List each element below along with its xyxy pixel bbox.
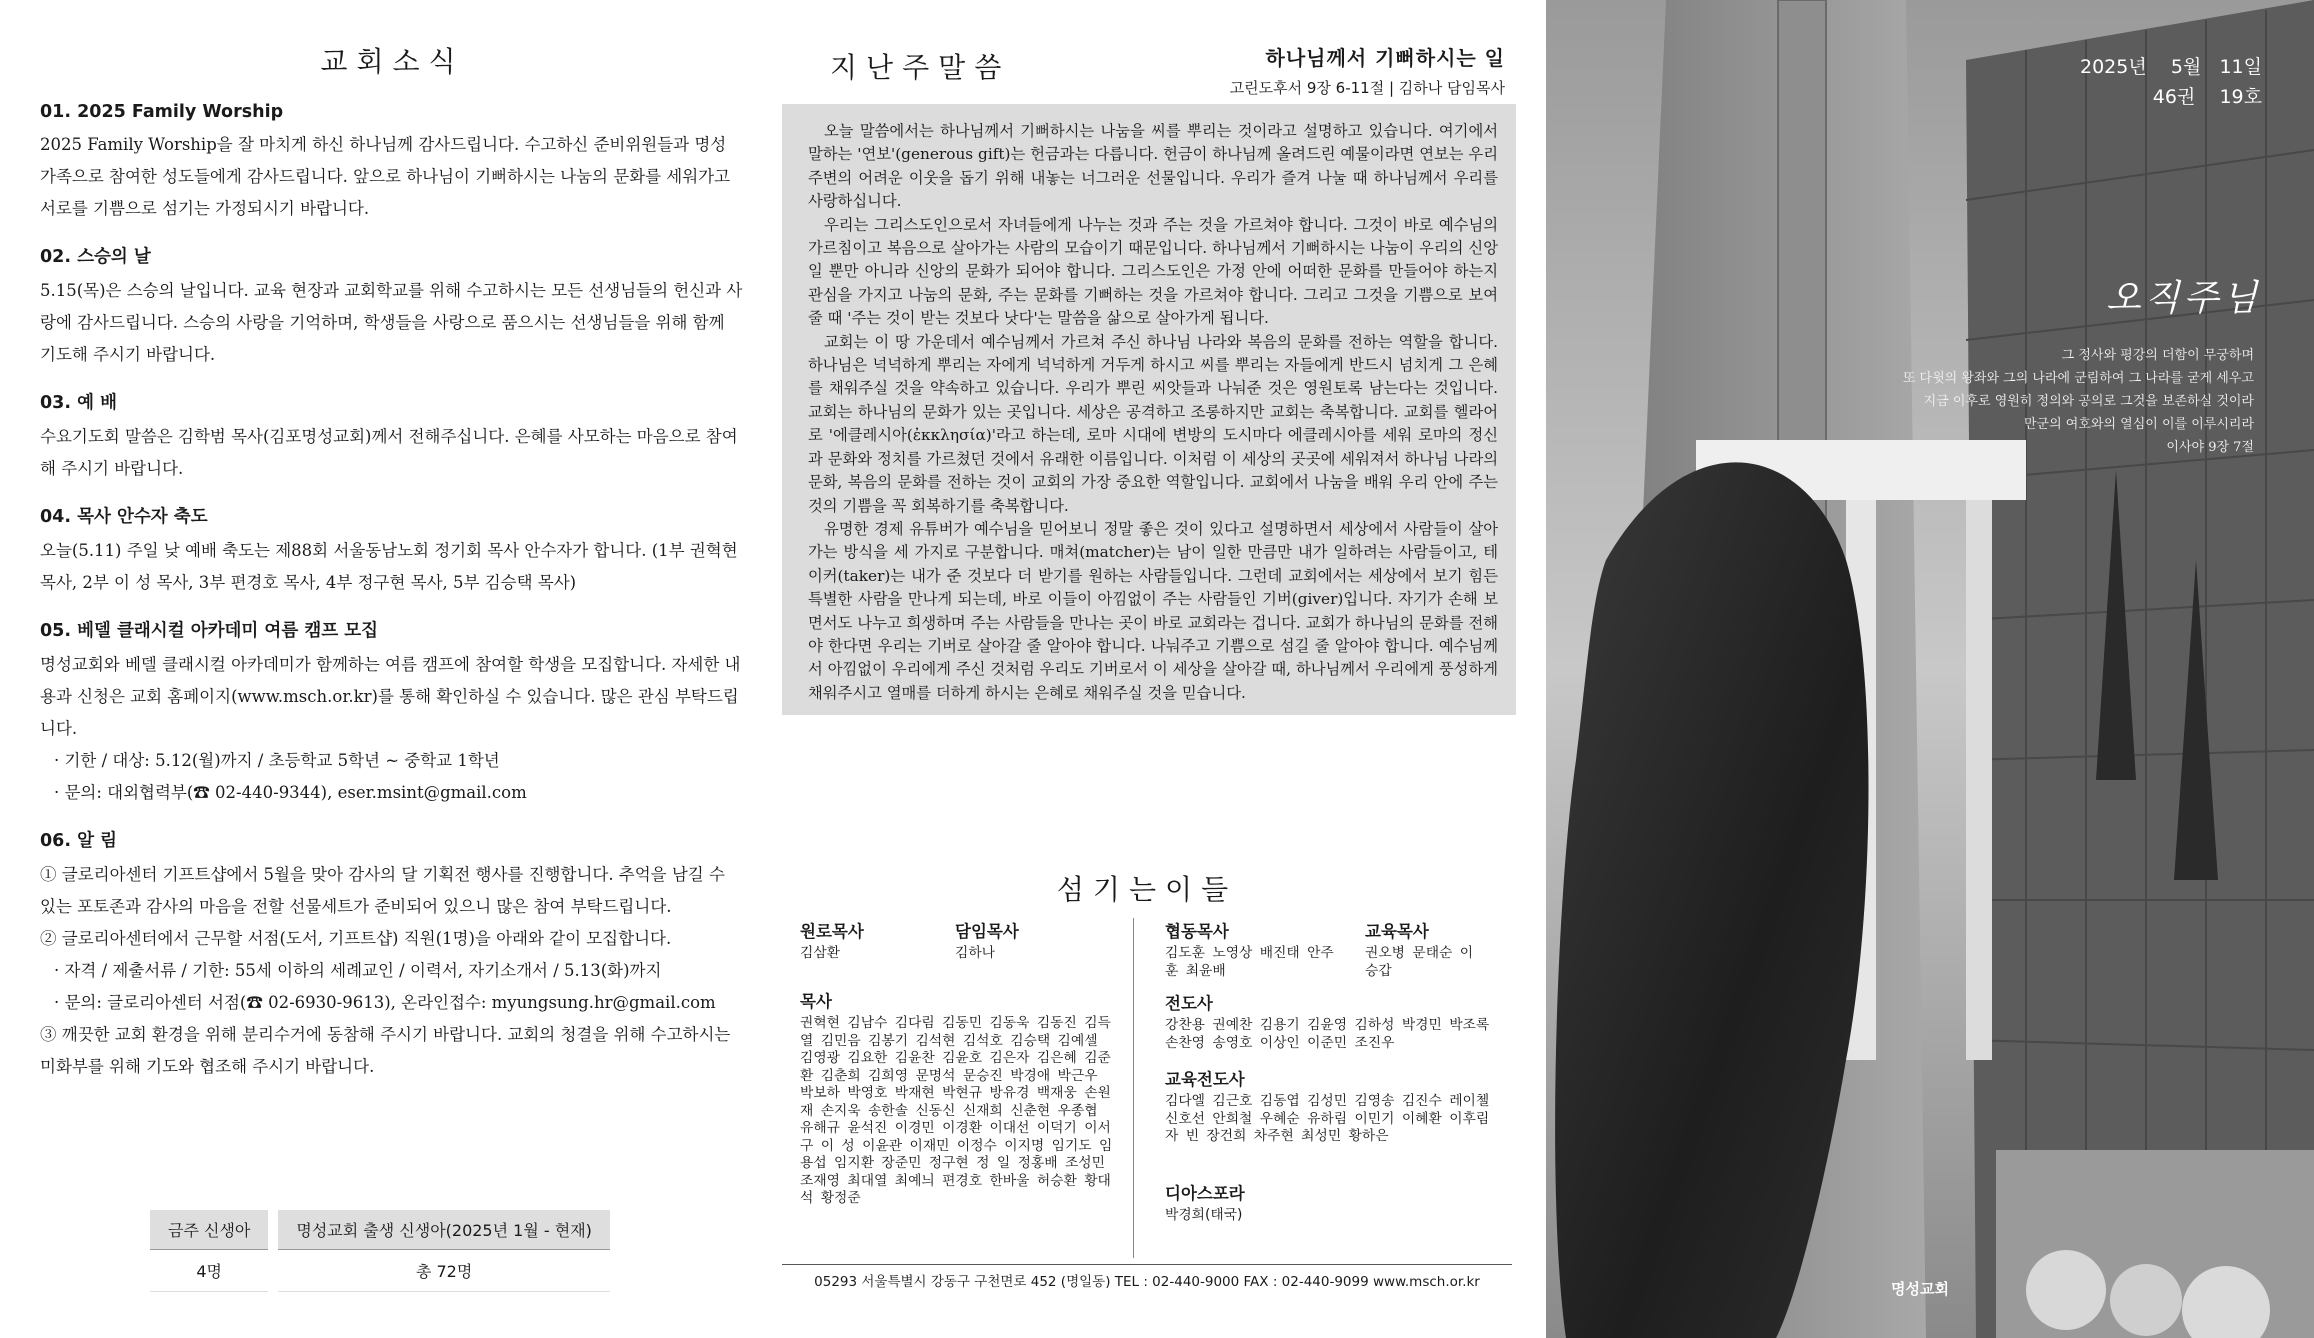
column-divider bbox=[1133, 918, 1134, 1258]
notice-item bbox=[40, 859, 745, 923]
issue-number: 19호 bbox=[2219, 86, 2262, 108]
sermon-paragraph: 교회는 이 땅 가운데서 예수님께서 가르쳐 주신 하나님 나라와 복음의 문화를 전하는 역할을 합니다. 하나님은 넉넉하게 뿌리는 자에게 넉넉하게 거두게 하시고 씨를 뿌리는 자들에게 반드시 넘치게 그 은혜를 채워주실 것을 약속하고 있습니다. 우리가 뿌린 씨앗들과 나눠준 것은 영원토록 남는다는 것입니다. 교회는 하나님의 문화가 있는 곳입니다. 세상은 공격하고 조롱하지만 교회는 축복합니다. 교회를 헬라어로 '에클레시아(ἐκκλησία)'라고 하는데, 로마 시대에 변방의 도시마다 에클레시아를 세워 로마의 정신과 문화와 정치를 가르쳤던 것에서 유래한 이름입니다. 이처럼 이 세상의 곳곳에 세워져서 하나님 나라의 문화, 복음의 문화를 전하는 것이 교회의 가장 중요한 역할입니다. 교회에서 나눔을 배워 우리 안에 주는 것의 기쁨을 꼭 회복하기를 축복합니다. bbox=[808, 332, 1498, 515]
sermon-paragraph: 유명한 경제 유튜버가 예수님을 믿어보니 정말 좋은 것이 있다고 설명하면서 세상에서 사람들이 살아가는 방식을 세 가지로 구분합니다. 매쳐(matcher)는 남이 일한 만큼만 내가 일하려는 사람들이고, 테이커(taker)는 내가 준 것보다 더 받기를 원하는 사람들입니다. 그런데 교회에서는 세상에서 보기 힘든 특별한 사람을 만나게 되는데, 바로 이들이 아낌없이 주는 사람들인 기버(giver)입니다. 자기가 손해 보면서도 나누고 희생하며 주는 사람들을 만나는 곳이 바로 교회라는 겁니다. 교회가 하나님의 문화를 전해야 한다면 우리는 기버로 살아갈 줄 알아야 합니다. 나눠주고 기쁨으로 섬길 줄 알아야 합니다. 예수님께서 아낌없이 우리에게 주신 것처럼 우리도 기버로서 이 세상을 살아갈 때, 하나님께서 우리에게 풍성하게 채워주시고 열매를 더하게 하시는 은혜로 채워주실 것을 믿습니다. bbox=[808, 519, 1498, 702]
stats-header-this-week: 금주 신생아 bbox=[150, 1210, 268, 1250]
group-evangelists bbox=[1165, 990, 1490, 1052]
sermon-section-title: 지난주말씀 bbox=[830, 51, 1011, 84]
group-education-pastors bbox=[1365, 918, 1485, 980]
news-item-notices bbox=[40, 827, 745, 1083]
news-item-family-worship bbox=[40, 102, 745, 225]
group-diaspora bbox=[1165, 1180, 1490, 1225]
notice-bullet: · 문의: 글로리아센터 서점(☎ 02-6930-9613), 온라인접수: myungsung.hr@gmail.com bbox=[54, 993, 716, 1012]
news-item-summer-camp bbox=[40, 617, 745, 809]
group-names: 권오병 문태순 이승갑 bbox=[1365, 945, 1474, 979]
news-section-title: 교회소식 bbox=[320, 45, 465, 78]
group-heading: 디아스포라 bbox=[1165, 1184, 1245, 1203]
cover-photo bbox=[1546, 0, 2314, 1338]
issue-year: 2025년 bbox=[2080, 56, 2147, 78]
news-heading: 02. 스승의 날 bbox=[40, 247, 151, 267]
news-heading: 03. 예 배 bbox=[40, 393, 117, 413]
verse-line: 지금 이후로 영원히 정의와 공의로 그것을 보존하실 것이라 bbox=[1923, 394, 2254, 409]
news-heading: 06. 알 림 bbox=[40, 831, 117, 851]
church-logo: 명성교회 bbox=[1891, 1280, 1949, 1298]
verse-line: 그 정사와 평강의 더함이 무궁하며 bbox=[2061, 348, 2254, 363]
notice-text: 깨끗한 교회 환경을 위해 분리수거에 동참해 주시기 바랍니다. 교회의 청결을 위해 수고하시는 미화부를 위해 기도와 협조해 주시기 바랍니다. bbox=[40, 1025, 731, 1076]
group-senior-pastor bbox=[955, 918, 1019, 963]
news-text: 5.15(목)은 스승의 날입니다. 교육 현장과 교회학교를 위해 수고하시는 모든 선생님들의 헌신과 사랑에 감사드립니다. 스승의 사랑을 기억하며, 학생들을 사랑으로 품으시는 선생님들을 위해 함께 기도해 주시기 바랍니다. bbox=[40, 281, 743, 364]
group-education-evangelists bbox=[1165, 1066, 1490, 1146]
sermon-paragraph: 우리는 그리스도인으로서 자녀들에게 나누는 것과 주는 것을 가르쳐야 합니다. 그것이 바로 예수님의 가르침이고 복음으로 살아가는 사람의 모습이기 때문입니다. 하나님께서 기뻐하시는 나눔이 우리의 신앙일 뿐만 아니라 신앙의 문화가 되어야 합니다. 그리스도인은 가정 안에 어떠한 문화를 만들어야 하는지 관심을 가지고 나눔의 문화, 주는 문화를 기뻐하는 것을 가르쳐야 합니다. 그리고 그것을 기쁨으로 보여줄 때 '주는 것이 받는 것보다 낫다'는 말씀을 삶으로 살아가게 됩니다. bbox=[808, 215, 1498, 328]
notice-item bbox=[40, 923, 745, 955]
news-bullet: · 기한 / 대상: 5.12(월)까지 / 초등학교 5학년 ~ 중학교 1학년 bbox=[54, 751, 500, 770]
group-emeritus-pastor bbox=[800, 918, 864, 963]
notice-number: ② bbox=[40, 929, 57, 948]
footer-divider bbox=[782, 1264, 1512, 1265]
notice-bullet: · 자격 / 제출서류 / 기한: 55세 이하의 세례교인 / 이력서, 자기소개서 / 5.13(화)까지 bbox=[54, 961, 662, 980]
sermon-reference: 고린도후서 9장 6-11절 | 김하나 담임목사 bbox=[1229, 79, 1505, 97]
issue-date bbox=[2080, 52, 2262, 112]
group-heading: 전도사 bbox=[1165, 994, 1213, 1013]
news-text: 명성교회와 베델 클래시컬 아카데미가 함께하는 여름 캠프에 참여할 학생을 모집합니다. 자세한 내용과 신청은 교회 홈페이지(www.msch.or.kr)를 통해 확인하실 수 있습니다. 많은 관심 부탁드립니다. bbox=[40, 655, 741, 738]
notice-number: ① bbox=[40, 865, 57, 884]
issue-date-line bbox=[2080, 52, 2262, 82]
servants-list bbox=[800, 918, 1500, 1276]
issue-number-line bbox=[2080, 82, 2262, 112]
group-heading: 목사 bbox=[800, 992, 832, 1011]
group-names: 김삼환 bbox=[800, 945, 840, 961]
news-item-teachers-day bbox=[40, 243, 745, 371]
sermon-title: 하나님께서 기뻐하시는 일 bbox=[1265, 46, 1505, 70]
news-text: 2025 Family Worship을 잘 마치게 하신 하나님께 감사드립니다. 수고하신 준비위원들과 명성 가족으로 참여한 성도들에게 감사드립니다. 앞으로 하나님이 기뻐하시는 나눔의 문화를 세워가고 서로를 기쁨으로 섬기는 가정되시기 바랍니다. bbox=[40, 135, 731, 218]
news-text: 오늘(5.11) 주일 낮 예배 축도는 제88회 서울동남노회 정기회 목사 안수자가 합니다. (1부 권혁현 목사, 2부 이 성 목사, 3부 편경호 목사, 4부 정구현 목사, 5부 김승택 목사) bbox=[40, 541, 738, 592]
sermon-paragraph: 오늘 말씀에서는 하나님께서 기뻐하시는 나눔을 씨를 뿌리는 것이라고 설명하고 있습니다. 여기에서 말하는 '연보'(generous gift)는 헌금과는 다릅니다. 헌금이 하나님께 올려드린 예물이라면 연보는 우리 주변의 어려운 이웃을 돕기 위해 내놓는 너그러운 선물입니다. 우리가 즐겨 나눌 때 하나님께서 우리를 사랑하십니다. bbox=[808, 122, 1498, 211]
group-heading: 원로목사 bbox=[800, 922, 864, 941]
group-names: 김하나 bbox=[955, 945, 995, 961]
notice-number: ③ bbox=[40, 1025, 57, 1044]
verse-reference: 이사야 9장 7절 bbox=[2166, 440, 2254, 455]
verse-line: 또 다윗의 왕좌와 그의 나라에 군림하여 그 나라를 굳게 세우고 bbox=[1902, 371, 2254, 386]
stats-header-total: 명성교회 출생 신생아(2025년 1월 - 현재) bbox=[278, 1210, 610, 1250]
group-names: 권혁현 김남수 김다림 김동민 김동욱 김동진 김득열 김민음 김봉기 김석현 김석호 김승택 김예셀 김영광 김요한 김윤찬 김윤호 김은자 김은혜 김준환 김춘희 김희영 문명석 문승진 박경애 박근우 박보하 박영호 박재현 박현규 방유경 백재웅 손원재 손지욱 송한솔 신동신 신재희 신춘현 우종협 유해규 윤석진 이경민 이경환 이대선 이덕기 이서구 이 성 이윤관 이재민 이정수 이지명 임기도 임용섭 임지환 장준민 정구현 정 일 정홍배 조성민 조재영 최대열 최예늬 편경호 한바울 허승환 황대석 황정준 bbox=[800, 1015, 1113, 1206]
group-pastors bbox=[800, 988, 1118, 1208]
news-heading: 04. 목사 안수자 축도 bbox=[40, 507, 208, 527]
group-names: 김다엘 김근호 김동엽 김성민 김영송 김진수 레이첼 신호선 안희철 우혜순 유하림 이민기 이혜환 이후림 자 빈 장건희 차주현 최성민 황하은 bbox=[1165, 1093, 1490, 1144]
cover-verse bbox=[1834, 344, 2254, 459]
group-heading: 교육전도사 bbox=[1165, 1070, 1245, 1089]
group-heading: 담임목사 bbox=[955, 922, 1019, 941]
group-associate-pastors bbox=[1165, 918, 1335, 980]
group-names: 박경희(태국) bbox=[1165, 1207, 1243, 1223]
group-heading: 협동목사 bbox=[1165, 922, 1229, 941]
church-building-illustration bbox=[1546, 0, 2314, 1338]
news-item-worship bbox=[40, 389, 745, 485]
group-names: 김도훈 노영상 배진태 안주훈 최윤배 bbox=[1165, 945, 1334, 979]
notice-text: 글로리아센터에서 근무할 서점(도서, 기프트샵) 직원(1명)을 아래와 같이 모집합니다. bbox=[61, 929, 672, 948]
issue-volume: 46권 bbox=[2152, 86, 2196, 108]
sermon-meta bbox=[1230, 42, 1505, 98]
notice-item bbox=[40, 1019, 745, 1083]
sermon-body bbox=[782, 104, 1516, 715]
news-item-ordination-blessing bbox=[40, 503, 745, 599]
group-names: 강찬용 권예찬 김용기 김윤영 김하성 박경민 박조록 손찬영 송영호 이상인 이준민 조진우 bbox=[1165, 1017, 1490, 1051]
news-heading: 01. 2025 Family Worship bbox=[40, 102, 284, 122]
footer-contact: 05293 서울특별시 강동구 구천면로 452 (명일동) TEL : 02-440-9000 FAX : 02-440-9099 www.msch.or.kr bbox=[814, 1274, 1480, 1290]
servants-section-title: 섬기는이들 bbox=[1056, 873, 1238, 906]
news-heading: 05. 베델 클래시컬 아카데미 여름 캠프 모집 bbox=[40, 621, 379, 641]
verse-line: 만군의 여호와의 열심이 이를 이루시리라 bbox=[2023, 417, 2254, 432]
stats-value-total: 총 72명 bbox=[278, 1250, 610, 1292]
notice-text: 글로리아센터 기프트샵에서 5월을 맞아 감사의 달 기획전 행사를 진행합니다. 추억을 남길 수 있는 포토존과 감사의 마음을 전할 선물세트가 준비되어 있으니 많은 참여 부탁드립니다. bbox=[40, 865, 725, 916]
news-bullet: · 문의: 대외협력부(☎ 02-440-9344), eser.msint@gmail.com bbox=[54, 783, 527, 802]
church-news-section bbox=[40, 40, 745, 1101]
cover-motto: 오직주님 bbox=[2106, 278, 2262, 319]
sermon-header bbox=[780, 40, 1505, 100]
group-heading: 교육목사 bbox=[1365, 922, 1429, 941]
newborn-stats-table bbox=[140, 1210, 620, 1292]
issue-month: 5월 bbox=[2170, 56, 2202, 78]
stats-value-this-week: 4명 bbox=[150, 1250, 268, 1292]
news-text: 수요기도회 말씀은 김학범 목사(김포명성교회)께서 전해주십니다. 은혜를 사모하는 마음으로 참여해 주시기 바랍니다. bbox=[40, 427, 738, 478]
issue-day: 11일 bbox=[2219, 56, 2262, 78]
